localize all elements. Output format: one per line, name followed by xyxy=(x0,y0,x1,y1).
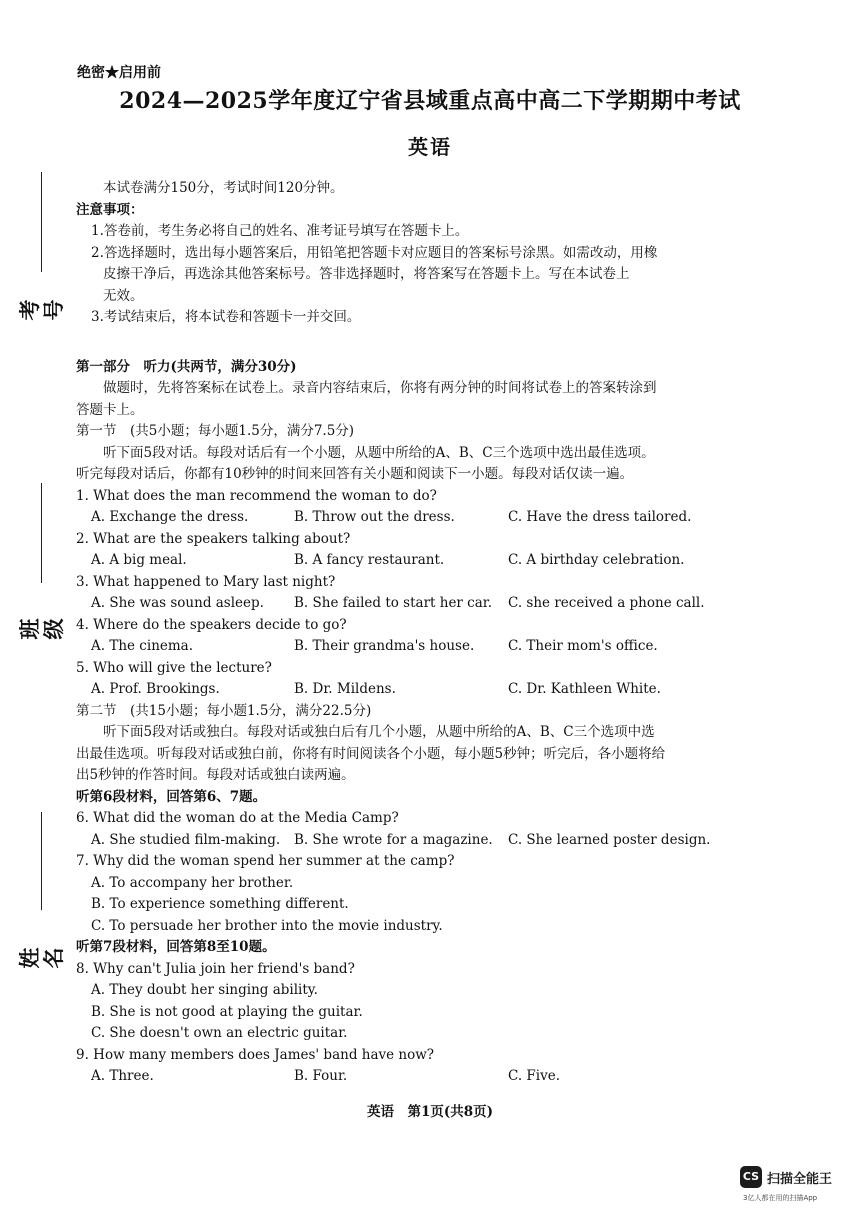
option-a[interactable]: A. The cinema. xyxy=(91,638,194,654)
option-a[interactable]: A. Exchange the dress. xyxy=(91,509,249,525)
section1-title: 第一节 (共5小题；每小题1.5分，满分7.5分) xyxy=(76,423,355,439)
option-b[interactable]: B. Throw out the dress. xyxy=(294,509,455,525)
part1-instructions: 做题时，先将答案标在试卷上。录音内容结束后，你将有两分钟的时间将试卷上的答案转涂到 xyxy=(103,380,657,396)
question-options xyxy=(76,1066,748,1088)
notice-item-cont: 皮擦干净后，再选涂其他答案标号。答非选择题时，将答案写在答题卡上。写在本试卷上 xyxy=(103,266,630,282)
question-stem: 8. Why can't Julia join her friend's band? xyxy=(76,960,355,977)
notice-item: 3.考试结束后，将本试卷和答题卡一并交回。 xyxy=(91,309,361,325)
option-a[interactable]: A. She was sound asleep. xyxy=(91,595,264,611)
option-a[interactable]: A. They doubt her singing ability. xyxy=(91,982,318,998)
scanner-tagline: 3亿人都在用的扫描App xyxy=(743,1194,818,1202)
exam-info: 本试卷满分150分，考试时间120分钟。 xyxy=(103,180,344,196)
question-stem: 1. What does the man recommend the woman to do? xyxy=(76,487,437,504)
question-stem: 2. What are the speakers talking about? xyxy=(76,530,351,547)
option-c[interactable]: C. Their mom's office. xyxy=(508,638,658,654)
question-options xyxy=(76,507,748,529)
option-b[interactable]: B. She wrote for a magazine. xyxy=(294,831,493,848)
exam-title: 2024—2025学年度辽宁省县域重点高中高二下学期期中考试 xyxy=(119,88,741,114)
exam-number-field[interactable] xyxy=(17,172,66,322)
scanner-logo-icon: CS xyxy=(740,1166,762,1188)
option-c[interactable]: C. she received a phone call. xyxy=(508,595,705,611)
option-a[interactable]: A. She studied film-making. xyxy=(91,831,281,848)
question-stem: 3. What happened to Mary last night? xyxy=(76,573,336,590)
option-b[interactable]: B. A fancy restaurant. xyxy=(294,552,445,568)
material-heading: 听第6段材料，回答第6、7题。 xyxy=(76,788,267,805)
option-c[interactable]: C. She doesn't own an electric guitar. xyxy=(91,1025,348,1041)
name-field[interactable] xyxy=(17,812,66,972)
section2-instructions-cont: 出最佳选项。听每段对话或独白前，你将有时间阅读各个小题，每小题5秒钟；听完后，各小题将给 xyxy=(76,745,666,762)
material-heading: 听第7段材料，回答第8至10题。 xyxy=(76,939,276,955)
class-field[interactable] xyxy=(17,483,66,653)
option-b[interactable]: B. She is not good at playing the guitar. xyxy=(91,1003,363,1020)
question-options xyxy=(76,593,748,615)
page-footer: 英语 第1页(共8页) xyxy=(366,1104,494,1120)
option-c[interactable]: C. To persuade her brother into the movie industry. xyxy=(91,917,443,934)
option-b[interactable]: B. Their grandma's house. xyxy=(294,638,475,654)
question-options xyxy=(76,830,748,852)
question-stem: 9. How many members does James' band have now? xyxy=(76,1046,435,1063)
option-c[interactable]: C. She learned poster design. xyxy=(508,831,711,848)
section2-title: 第二节 (共15小题；每小题1.5分，满分22.5分) xyxy=(76,702,372,719)
option-c[interactable]: C. Have the dress tailored. xyxy=(508,509,692,525)
section1-instructions: 听下面5段对话。每段对话后有一个小题，从题中所给的A、B、C三个选项中选出最佳选项。 xyxy=(103,444,655,461)
notice-title: 注意事项： xyxy=(76,201,144,218)
question-stem: 7. Why did the woman spend her summer at the camp? xyxy=(76,853,455,869)
option-c[interactable]: C. Dr. Kathleen White. xyxy=(508,681,661,697)
option-b[interactable]: B. To experience something different. xyxy=(91,896,349,912)
option-b[interactable]: B. Four. xyxy=(294,1068,348,1084)
option-c[interactable]: C. Five. xyxy=(508,1068,561,1084)
class-line xyxy=(41,483,42,583)
subject-title: 英语 xyxy=(408,135,452,159)
name-label: 姓名 xyxy=(17,947,66,969)
part1-instructions-cont: 答题卡上。 xyxy=(76,401,144,418)
option-b[interactable]: B. Dr. Mildens. xyxy=(294,681,396,697)
part1-title: 第一部分 听力(共两节，满分30分) xyxy=(76,358,297,375)
question-options xyxy=(76,679,748,701)
option-a[interactable]: A. A big meal. xyxy=(91,552,187,568)
question-stem: 6. What did the woman do at the Media Camp? xyxy=(76,810,399,826)
name-line xyxy=(41,812,42,910)
option-b[interactable]: B. She failed to start her car. xyxy=(294,595,493,611)
exam-content xyxy=(76,178,748,1088)
option-c[interactable]: C. A birthday celebration. xyxy=(508,552,685,568)
confidential-label: 绝密★启用前 xyxy=(77,65,161,81)
question-stem: 5. Who will give the lecture? xyxy=(76,659,272,676)
notice-item: 2.答选择题时，选出每小题答案后，用铅笔把答题卡对应题目的答案标号涂黑。如需改动，用橡 xyxy=(91,244,658,261)
option-a[interactable]: A. Prof. Brookings. xyxy=(91,681,220,697)
section2-instructions: 听下面5段对话或独白。每段对话或独白后有几个小题，从题中所给的A、B、C三个选项中选 xyxy=(103,724,655,740)
notice-item-cont: 无效。 xyxy=(103,287,144,304)
exam-number-line xyxy=(41,172,42,272)
notice-item: 1.答卷前，考生务必将自己的姓名、准考证号填写在答题卡上。 xyxy=(91,223,469,239)
option-a[interactable]: A. Three. xyxy=(91,1068,154,1084)
class-label: 班级 xyxy=(17,618,66,640)
section2-instructions-cont: 出5秒钟的作答时间。每段对话或独白读两遍。 xyxy=(76,767,355,783)
scanner-brand-name: 扫描全能王 xyxy=(767,1172,833,1187)
question-options xyxy=(76,636,748,658)
question-options xyxy=(76,550,748,572)
section1-instructions-cont: 听完每段对话后，你都有10秒钟的时间来回答有关小题和阅读下一小题。每段对话仅读一遍。 xyxy=(76,466,634,482)
question-stem: 4. Where do the speakers decide to go? xyxy=(76,616,347,633)
exam-number-label: 考号 xyxy=(17,299,66,321)
option-a[interactable]: A. To accompany her brother. xyxy=(91,874,294,891)
